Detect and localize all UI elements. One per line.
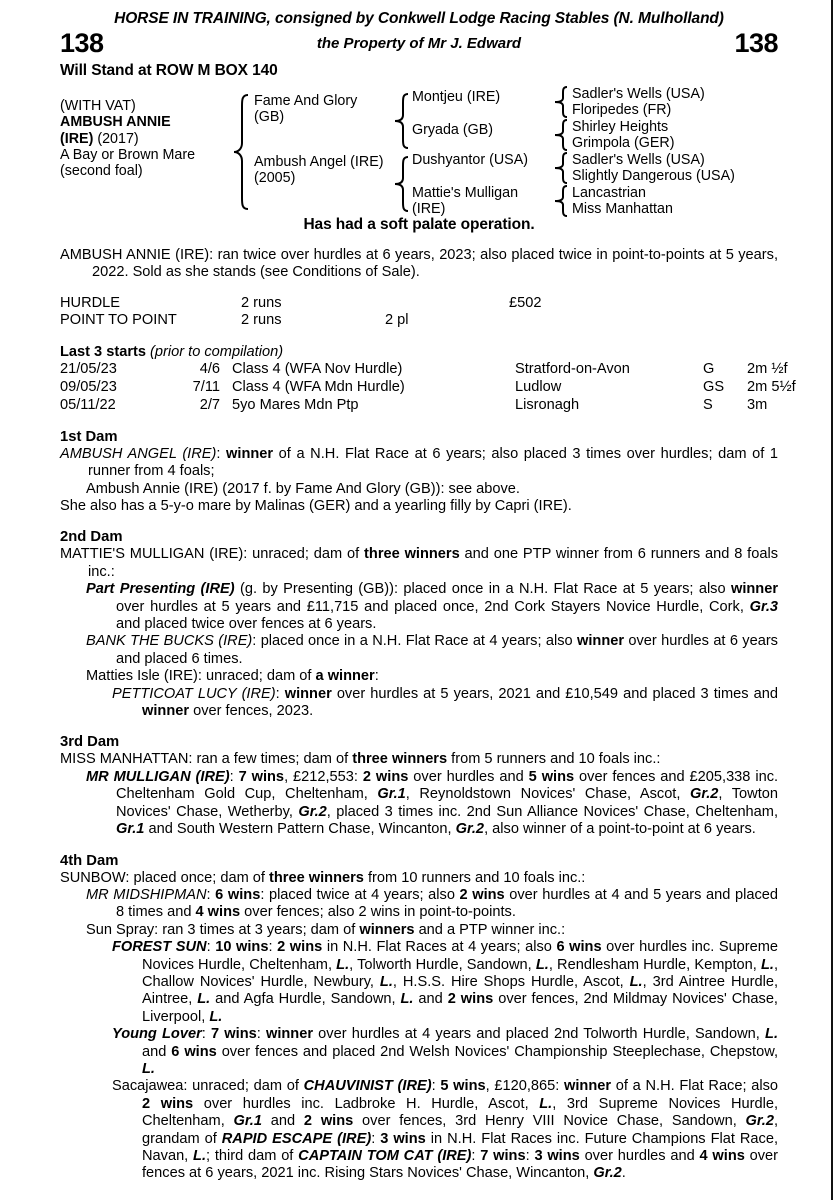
dam-entry: MR MULLIGAN (IRE): 7 wins, £212,553: 2 wins over hurdles and 5 wins over fences and £205,338 inc. Cheltenham Gold Cup, Cheltenham, Gr.1, Reynoldstown Novices' Chase, Ascot, Gr.2, Towton Novices' Chase, Wetherby, Gr.2, placed 3 times inc. 2nd Sun Alliance Novices' Chase, Cheltenham, Gr.1 and South Western Pattern Chase, Wincanton, Gr.2, also winner of a point-to-point at 6 years. [86, 768, 779, 838]
great-grandparent-pair-1 [572, 119, 674, 152]
great-grandparent-name: Sadler's Wells (USA) [572, 85, 705, 102]
start-date: 05/11/22 [60, 397, 116, 413]
start-course: Lisronagh [515, 397, 580, 413]
record-places: 2 pl [385, 312, 409, 329]
grandparent-1 [412, 122, 493, 138]
last-starts-title: Last 3 starts [60, 343, 146, 360]
start-date: 09/05/23 [60, 379, 117, 396]
great-grandparent-name: Shirley Heights [572, 118, 669, 135]
great-grandparent-name: Miss Manhattan [572, 201, 673, 218]
dam-entry: SUNBOW: placed once; dam of three winners from 10 runners and 10 foals inc.: [60, 869, 586, 886]
sire-name: Fame And Glory [254, 92, 358, 109]
start-date: 21/05/23 [60, 361, 117, 378]
horse-summary: AMBUSH ANNIE (IRE): ran twice over hurdles at 6 years, 2023; also placed twice in point-to-points at 5 years, 2022. Sold as she stands (see Conditions of Sale). [60, 246, 778, 281]
great-grandparent-pair-0 [572, 86, 705, 119]
subject-name: AMBUSH ANNIE [60, 114, 171, 131]
great-grandparent-pair-3 [572, 185, 673, 218]
consignment-line: HORSE IN TRAINING, consigned by Conkwell Lodge Racing Stables (N. Mulholland) [114, 10, 724, 27]
lot-header-row [60, 29, 778, 59]
dam-heading: 1st Dam [60, 428, 118, 445]
dam-entry: MATTIE'S MULLIGAN (IRE): unraced; dam of three winners and one PTP winner from 6 runners and 8 foals inc.: [60, 546, 778, 580]
great-grandparent-pair-2 [572, 152, 735, 185]
start-course: Ludlow [515, 379, 562, 396]
record-runs: 2 runs [241, 294, 282, 311]
record-row [60, 312, 778, 330]
pedigree-brace-3c [554, 152, 569, 184]
start-going: G [703, 361, 715, 378]
pedigree-brace-3b [554, 119, 569, 151]
start-distance: 3m [747, 397, 768, 413]
dam-heading: 2nd Dam [60, 529, 123, 546]
pedigree-subject [60, 98, 228, 180]
sire-country: (GB) [254, 109, 285, 126]
dam-sections [60, 429, 778, 1183]
dam-year: (2005) [254, 170, 296, 187]
dam-entry: MR MIDSHIPMAN: 6 wins: placed twice at 4 years; also 2 wins over hurdles at 4 and 5 years and placed 8 times and 4 wins over fences; also 2 wins in point-to-points. [86, 886, 778, 921]
dam-entry: Part Presenting (IRE) (g. by Presenting (GB)): placed once in a N.H. Flat Race at 5 years; also winner over hurdles at 5 years and £11,715 and placed once, 2nd Cork Stayers Novice Hurdle, Cork, Gr.3 and placed twice over fences at 6 years. [86, 581, 778, 633]
subject-description: A Bay or Brown Mare [60, 147, 196, 164]
start-position: 4/6 [199, 361, 220, 378]
pedigree-brace-2b [394, 156, 410, 212]
record-discipline: HURDLE [60, 294, 121, 311]
last-starts-note: (prior to compilation) [150, 343, 284, 360]
start-distance: 2m 5½f [747, 379, 796, 396]
start-race: 5yo Mares Mdn Ptp [232, 397, 359, 413]
grandparent-name: Gryada (GB) [412, 121, 494, 138]
start-going: GS [703, 379, 725, 396]
record-discipline: POINT TO POINT [60, 312, 177, 329]
dam-entry: Matties Isle (IRE): unraced; dam of a winner: [86, 668, 379, 685]
great-grandparent-name: Grimpola (GER) [572, 135, 675, 152]
grandparent-3 [412, 185, 518, 218]
dam-entry: BANK THE BUCKS (IRE): placed once in a N.H. Flat Race at 4 years; also winner over hurdles at 6 years and placed 6 times. [86, 633, 778, 667]
grandparent-name: Mattie's Mulligan [412, 184, 519, 201]
dam-entry: MISS MANHATTAN: ran a few times; dam of three winners from 5 runners and 10 foals inc.: [60, 751, 661, 768]
grandparent-0 [412, 89, 500, 105]
stand-location: Will Stand at ROW M BOX 140 [60, 61, 278, 79]
great-grandparent-name: Slightly Dangerous (USA) [572, 168, 735, 185]
pedigree-brace-1 [232, 94, 250, 210]
start-course: Stratford-on-Avon [515, 361, 630, 378]
last-starts-table [60, 361, 796, 414]
lot-number-left: 138 [60, 27, 104, 58]
start-position: 7/11 [192, 379, 220, 396]
sire-block [254, 93, 357, 126]
subject-name-line2: (IRE) (2017) [60, 130, 139, 147]
great-grandparent-name: Sadler's Wells (USA) [572, 151, 705, 168]
record-runs: 2 runs [241, 312, 282, 329]
grandparent-2 [412, 152, 528, 168]
start-row [60, 379, 796, 397]
great-grandparent-name: Lancastrian [572, 184, 646, 201]
dam-entry: She also has a 5-y-o mare by Malinas (GER) and a yearling filly by Capri (IRE). [60, 498, 572, 515]
pedigree-brace-3a [554, 86, 569, 118]
dam-entry: Ambush Annie (IRE) (2017 f. by Fame And Glory (GB)): see above. [86, 480, 520, 497]
dam-entry: Young Lover: 7 wins: winner over hurdles at 4 years and placed 2nd Tolworth Hurdle, Sandown, L. and 6 wins over fences and placed 2nd Welsh Novices' Championship Steeplechase, Chepstow, L. [112, 1026, 779, 1077]
start-distance: 2m ½f [747, 361, 788, 378]
dam-heading: 3rd Dam [60, 734, 120, 751]
last-starts-heading [60, 344, 778, 362]
dam-entry: PETTICOAT LUCY (IRE): winner over hurdles at 5 years, 2021 and £10,549 and placed 3 times and winner over fences, 2023. [112, 685, 778, 720]
dam-block [254, 154, 384, 187]
veterinary-note: Has had a soft palate operation. [303, 215, 535, 233]
race-record-table [60, 295, 778, 330]
great-grandparent-name: Floripedes (FR) [572, 102, 672, 119]
record-winnings: £502 [509, 294, 542, 311]
start-race: Class 4 (WFA Nov Hurdle) [232, 361, 403, 378]
pedigree-brace-3d [554, 185, 569, 217]
start-going: S [703, 397, 713, 413]
grandparent-name-line2: (IRE) [412, 201, 446, 218]
vat-note: (WITH VAT) [60, 97, 136, 114]
grandparent-name: Dushyantor (USA) [412, 151, 529, 168]
start-row [60, 397, 778, 415]
start-race: Class 4 (WFA Mdn Hurdle) [232, 379, 405, 396]
grandparent-name: Montjeu (IRE) [412, 88, 501, 105]
dam-entry: Sacajawea: unraced; dam of CHAUVINIST (IRE): 5 wins, £120,865: winner of a N.H. Flat Race; also 2 wins over hurdles inc. Ladbroke H. Hurdle, Ascot, L., 3rd Supreme Novices Hurdle, Cheltenham, Gr.1 and 2 wins over fences, 3rd Henry VIII Novice Chase, Sandown, Gr.2, grandam of RAPID ESCAPE (IRE): 3 wins in N.H. Flat Races inc. Future Champions Flat Race, Navan, L.; third dam of CAPTAIN TOM CAT (IRE): 7 wins: 3 wins over hurdles and 4 wins over fences at 6 years, 2021 inc. Rising Stars Novices' Chase, Wincanton, Gr.2. [112, 1078, 779, 1182]
dam-entry: Sun Spray: ran 3 times at 3 years; dam of winners and a PTP winner inc.: [86, 921, 566, 938]
start-position: 2/7 [199, 397, 220, 413]
dam-name: Ambush Angel (IRE) [254, 153, 384, 170]
dam-entry: AMBUSH ANGEL (IRE): winner of a N.H. Flat Race at 6 years; also placed 3 times over hurdles; dam of 1 runner from 4 foals; [60, 445, 779, 480]
record-row [60, 295, 778, 313]
subject-foal-note: (second foal) [60, 163, 143, 180]
pedigree-brace-2a [394, 93, 410, 149]
dam-entry: FOREST SUN: 10 wins: 2 wins in N.H. Flat Races at 4 years; also 6 wins over hurdles inc. Supreme Novices Hurdle, Cheltenham, L., Tolworth Hurdle, Sandown, L., Rendlesham Hurdle, Kempton, L., Challow Novices' Hurdle, Newbury, L., H.S.S. Hire Shops Hurdle, Ascot, L., 3rd Aintree Hurdle, Aintree, L. and Agfa Hurdle, Sandown, L. and 2 wins over fences, 2nd Mildmay Novices' Chase, Liverpool, L. [112, 939, 779, 1025]
property-line: the Property of Mr J. Edward [316, 34, 522, 52]
dam-heading: 4th Dam [60, 852, 119, 869]
pedigree-table [60, 85, 778, 218]
lot-number-right: 138 [734, 27, 778, 58]
start-row [60, 361, 788, 379]
